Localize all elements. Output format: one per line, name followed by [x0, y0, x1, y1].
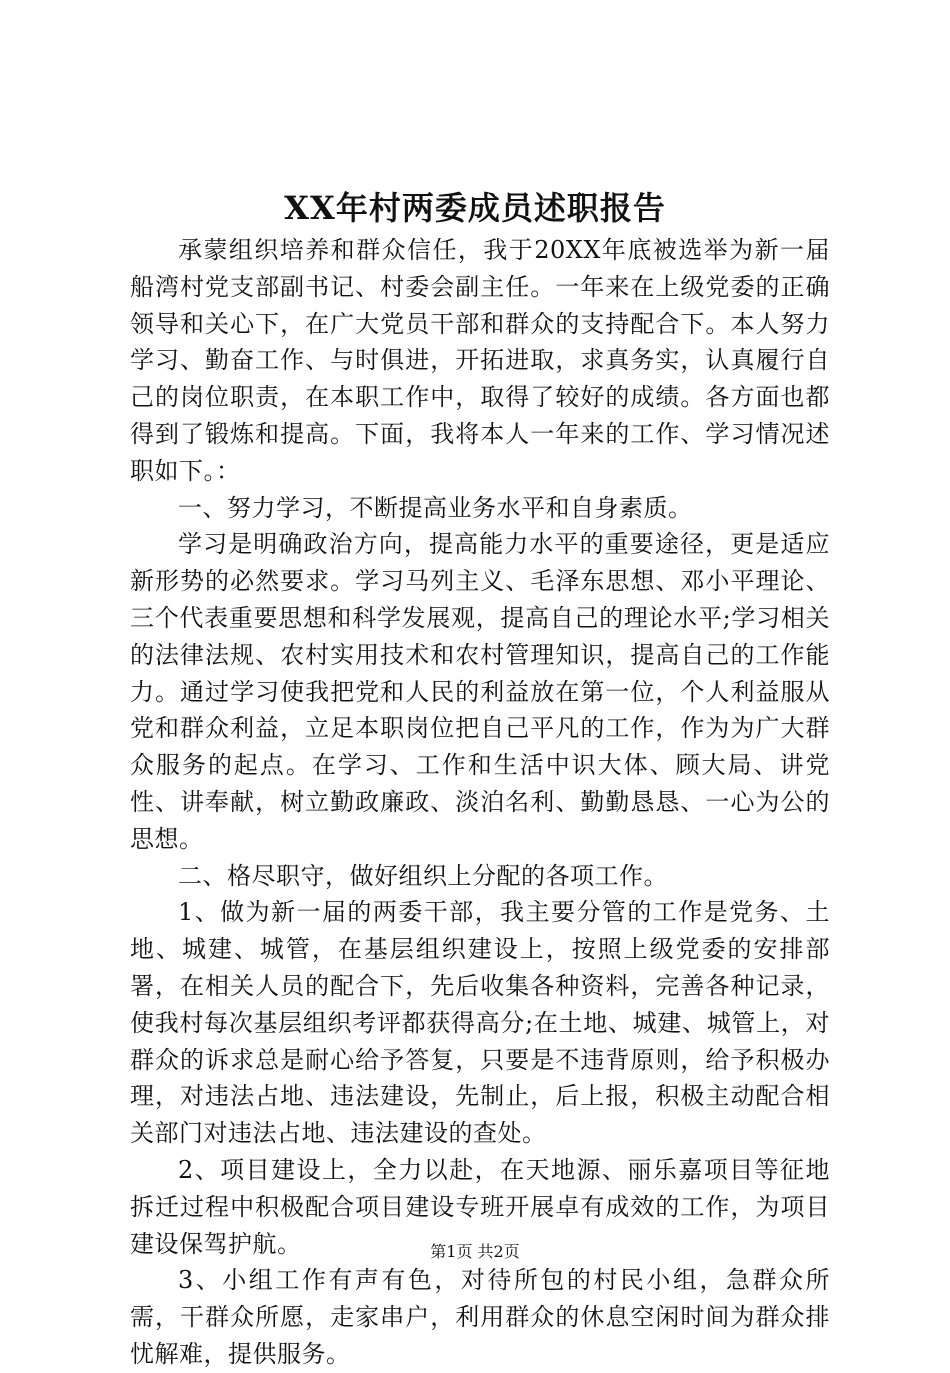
document-title: XX年村两委成员述职报告: [284, 189, 666, 227]
paragraph-item-1: 1、做为新一届的两委干部，我主要分管的工作是党务、土地、城建、城管，在基层组织建设上，按照上级党委的安排部署，在相关人员的配合下，先后收集各种资料，完善各种记录，使我村每次基层组织考评都获得高分;在土地、城建、城管上，对群众的诉求总是耐心给予答复，只要是不违背原则，给予积极办理，对违法占地、违法建设，先制止，后上报，积极主动配合相关部门对违法占地、违法建设的查处。: [130, 898, 830, 1148]
section-heading-1: 一、努力学习，不断提高业务水平和自身素质。: [178, 493, 693, 522]
page-footer: 第1页 共2页: [430, 1242, 520, 1261]
paragraph-study: 学习是明确政治方向，提高能力水平的重要途径，更是适应新形势的必然要求。学习马列主义、毛泽东思想、邓小平理论、三个代表重要思想和科学发展观，提高自己的理论水平;学习相关的法律法规、农村实用技术和农村管理知识，提高自己的工作能力。通过学习使我把党和人民的利益放在第一位，个人利益服从党和群众利益，立足本职岗位把自己平凡的工作，作为为广大群众服务的起点。在学习、工作和生活中识大体、顾大局、讲党性、讲奉献，树立勤政廉政、淡泊名利、勤勤恳恳、一心为公的思想。: [130, 530, 830, 853]
document-body: [130, 232, 830, 1373]
section-heading-2: 二、格尽职守，做好组织上分配的各项工作。: [178, 861, 668, 890]
paragraph-item-3: 3、小组工作有声有色，对待所包的村民小组，急群众所需，干群众所愿，走家串户，利用群众的休息空闲时间为群众排忧解难，提供服务。: [130, 1266, 830, 1368]
paragraph-item-2: 2、项目建设上，全力以赴，在天地源、丽乐嘉项目等征地拆迁过程中积极配合项目建设专班开展卓有成效的工作，为项目建设保驾护航。: [130, 1155, 830, 1258]
paragraph-intro: 承蒙组织培养和群众信任，我于20XX年底被选举为新一届船湾村党支部副书记、村委会副主任。一年来在上级党委的正确领导和关心下，在广大党员干部和群众的支持配合下。本人努力学习、勤奋工作、与时俱进，开拓进取，求真务实，认真履行自己的岗位职责，在本职工作中，取得了较好的成绩。各方面也都得到了锻炼和提高。下面，我将本人一年来的工作、学习情况述职如下。：: [130, 236, 830, 485]
